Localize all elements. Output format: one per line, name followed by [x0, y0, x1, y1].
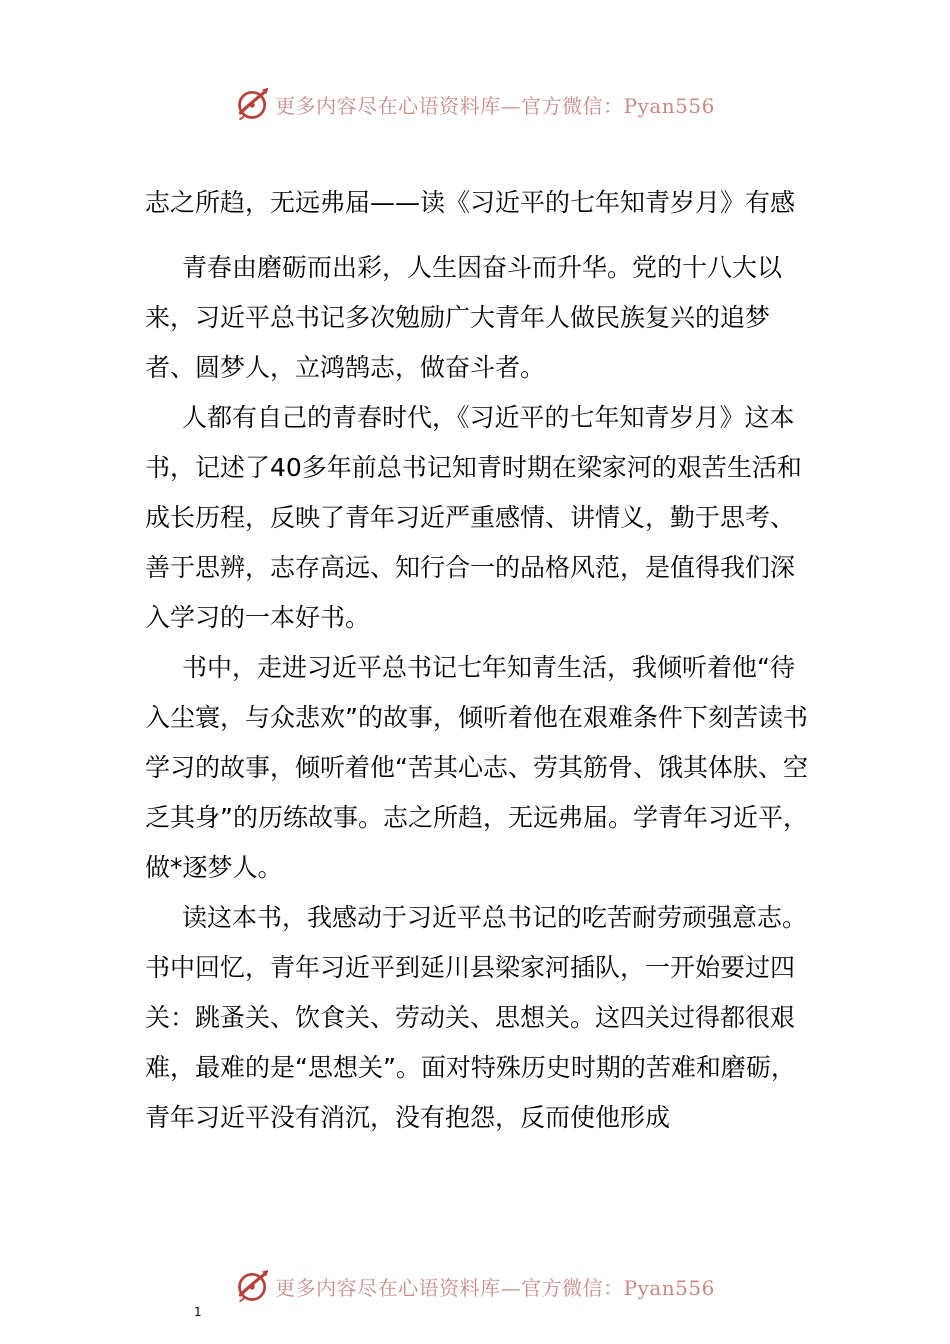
footer-banner	[0, 1266, 950, 1306]
footer-banner-text: 更多内容尽在心语资料库—官方微信：Pyan556	[275, 1275, 715, 1300]
page-number: 1	[194, 1305, 202, 1319]
paragraph: 人都有自己的青春时代，《习近平的七年知青岁月》这本书，记述了40多年前总书记知青时期在梁家河的艰苦生活和成长历程，反映了青年习近严重感情、讲情义，勤于思考、善于思辨，志存高远、知行合一的品格风范，是值得我们深入学习的一本好书。	[145, 403, 802, 632]
paragraph: 青春由磨砺而出彩，人生因奋斗而升华。党的十八大以来，习近平总书记多次勉励广大青年人做民族复兴的追梦者、圆梦人，立鸿鹄志，做奋斗者。	[145, 253, 783, 382]
header-banner	[0, 84, 950, 124]
paragraph: 读这本书，我感动于习近平总书记的吃苦耐劳顽强意志。书中回忆，青年习近平到延川县梁家河插队，一开始要过四关：跳蚤关、饮食关、劳动关、思想关。这四关过得都很艰难，最难的是“思想关”。面对特殊历史时期的苦难和磨砺，青年习近平没有消沉，没有抱怨，反而使他形成	[145, 903, 808, 1132]
pen-logo-icon	[235, 1268, 271, 1304]
document-title: 志之所趋，无远弗届——读《习近平的七年知青岁月》有感	[145, 188, 796, 217]
header-banner-text: 更多内容尽在心语资料库—官方微信：Pyan556	[275, 93, 715, 118]
document-body	[145, 178, 813, 1143]
pen-logo-icon	[235, 86, 271, 122]
paragraph: 书中，走进习近平总书记七年知青生活，我倾听着他“待入尘寰，与众悲欢”的故事，倾听着他在艰难条件下刻苦读书学习的故事，倾听着他“苦其心志、劳其筋骨、饿其体肤、空乏其身”的历练故事。志之所趋，无远弗届。学青年习近平，做*逐梦人。	[145, 653, 808, 882]
